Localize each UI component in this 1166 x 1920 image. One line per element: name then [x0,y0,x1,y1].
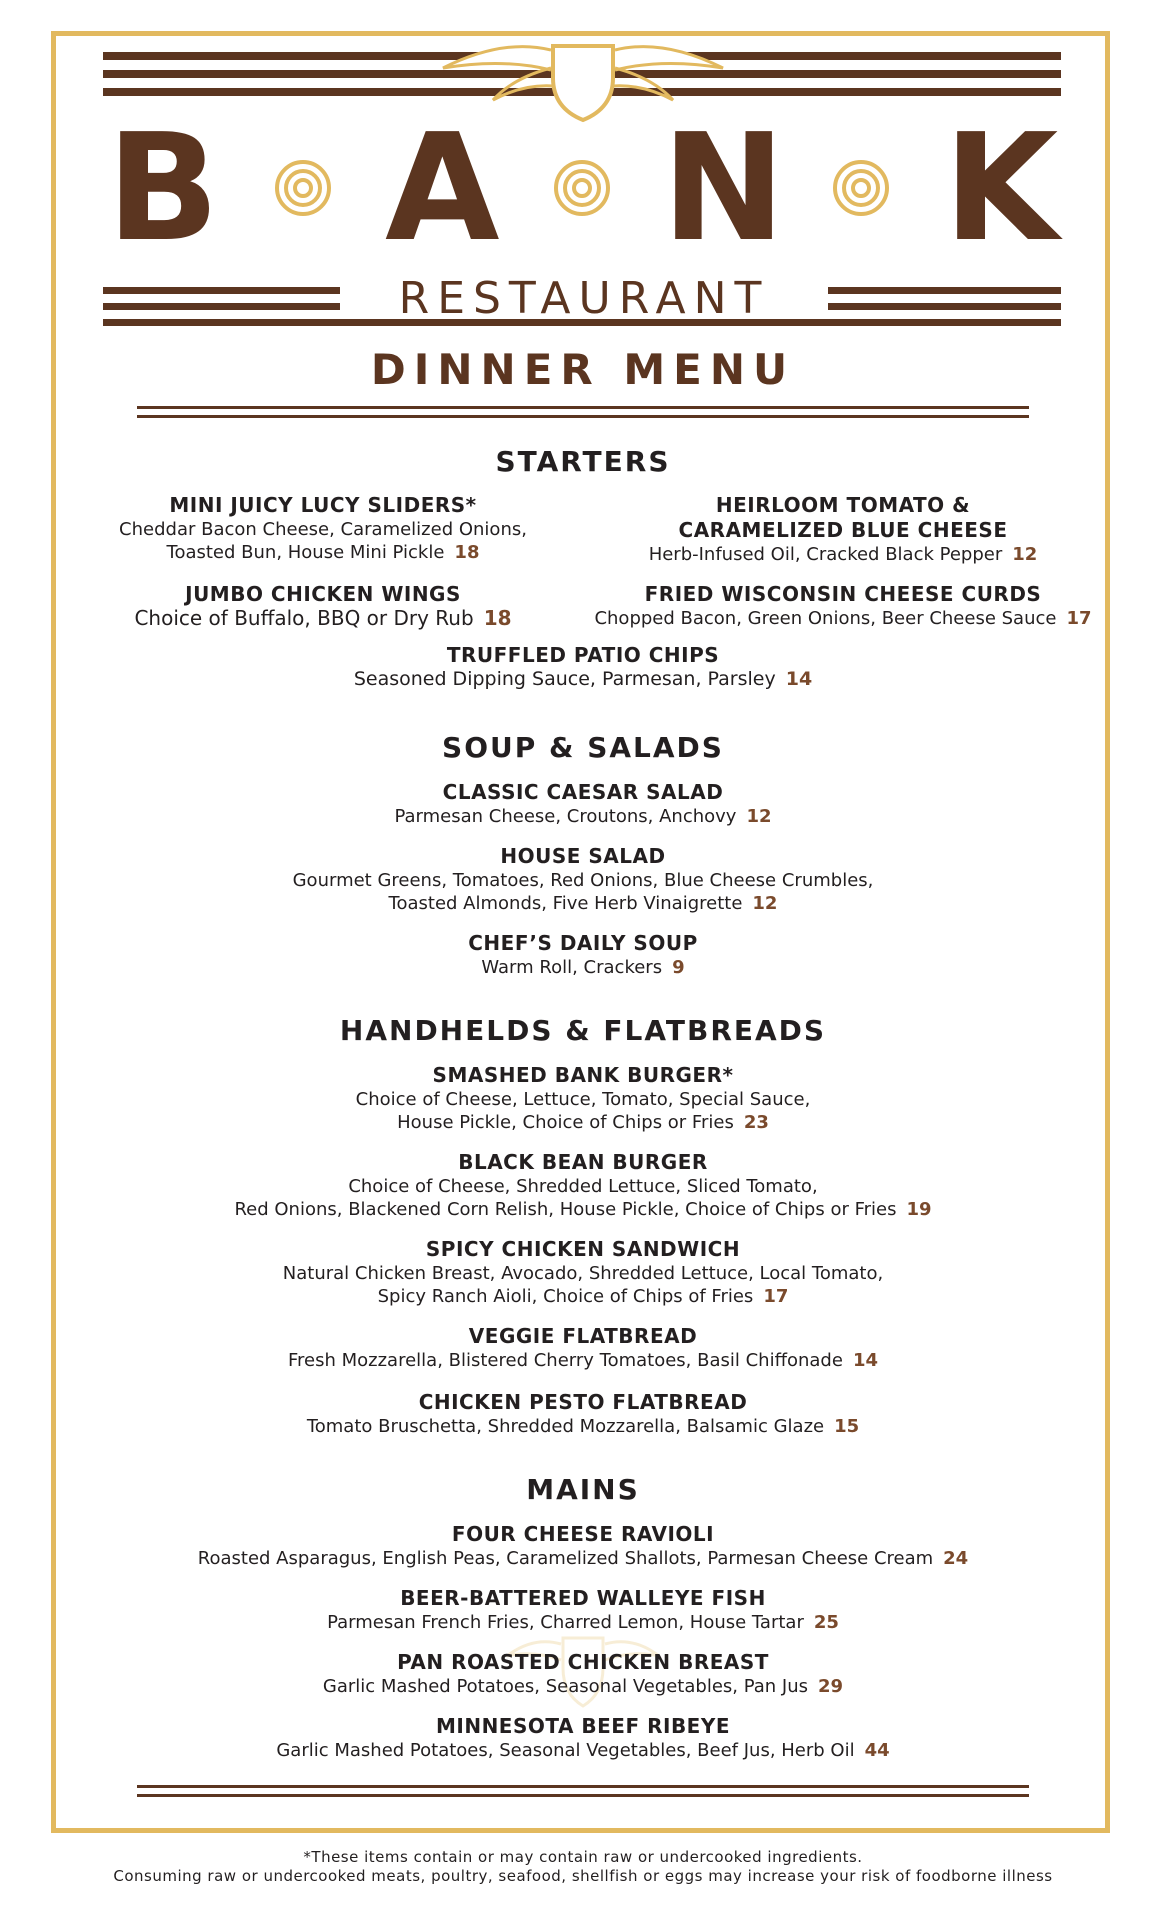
item-price: 17 [763,1286,789,1307]
item-desc: Toasted Almonds, Five Herb Vinaigrette [388,893,743,914]
item-desc: Natural Chicken Breast, Avocado, Shredded Lettuce, Local Tomato, [282,1263,884,1284]
item-price: 24 [943,1548,969,1569]
menu-item [133,1237,1033,1308]
item-desc: Spicy Ranch Aioli, Choice of Chips of Fries [377,1286,754,1307]
item-price: 15 [834,1416,860,1437]
item-desc: Choice of Cheese, Shredded Lettuce, Sliced Tomato, [348,1176,818,1197]
item-name: SMASHED BANK BURGER* [432,1063,734,1087]
bottom-rule-2 [137,1794,1029,1797]
item-price: 14 [852,1350,878,1371]
menu-item [133,780,1033,828]
item-name: HOUSE SALAD [500,844,666,868]
item-price: 25 [813,1612,839,1633]
item-name: CHICKEN PESTO FLATBREAD [418,1390,748,1414]
item-desc: Garlic Mashed Potatoes, Seasonal Vegetables, Pan Jus [322,1676,809,1697]
item-desc: Choice of Buffalo, BBQ or Dry Rub [134,606,474,630]
section-title-mains: MAINS [526,1473,640,1506]
item-price: 44 [864,1740,890,1761]
item-desc: House Pickle, Choice of Chips or Fries [397,1112,734,1133]
item-price: 14 [785,668,813,690]
logo-letter-a: A [385,102,500,274]
item-desc: Warm Roll, Crackers [481,957,663,978]
restaurant-rule-left-2 [103,303,340,310]
restaurant-rule-right-1 [828,287,1061,294]
menu-item [583,582,1103,630]
item-desc: Cheddar Bacon Cheese, Caramelized Onions, [119,519,527,540]
gold-ring-icon [553,159,611,217]
item-desc: Garlic Mashed Potatoes, Seasonal Vegetables, Beef Jus, Herb Oil [276,1740,855,1761]
item-desc: Parmesan Cheese, Croutons, Anchovy [394,806,737,827]
menu-item [83,493,563,564]
logo-letter-n: N [661,102,786,274]
item-name: TRUFFLED PATIO CHIPS [446,643,720,667]
title-rule-1 [137,406,1029,409]
menu-item [133,844,1033,915]
item-name: FOUR CHEESE RAVIOLI [451,1522,715,1546]
item-price: 23 [743,1112,769,1133]
item-name: PAN ROASTED CHICKEN BREAST [397,1650,769,1674]
gold-ring-icon [832,159,890,217]
bank-logo [103,102,1061,274]
menu-item [103,1522,1063,1570]
menu-item [133,1586,1033,1634]
section-title-soup-salads: SOUP & SALADS [442,731,724,764]
item-desc: Fresh Mozzarella, Blistered Cherry Tomatoes, Basil Chiffonade [287,1350,843,1371]
item-price: 12 [1012,544,1038,565]
item-desc: Red Onions, Blackened Corn Relish, House Pickle, Choice of Chips or Fries [234,1199,897,1220]
item-name: CARAMELIZED BLUE CHEESE [678,518,1008,542]
item-name: SPICY CHICKEN SANDWICH [425,1237,741,1261]
menu-item [133,1390,1033,1438]
item-price: 18 [483,606,512,630]
item-desc: Herb-Infused Oil, Cracked Black Pepper [648,544,1003,565]
restaurant-rule-right-2 [828,303,1061,310]
logo-letter-k: K [943,102,1059,274]
menu-item [583,493,1103,566]
title-rule-2 [137,415,1029,418]
item-name: CHEF’S DAILY SOUP [468,931,698,955]
item-price: 12 [746,806,772,827]
logo-letter-b: B [106,102,220,274]
bottom-rule-1 [137,1785,1029,1788]
item-desc: Seasoned Dipping Sauce, Parmesan, Parsley [353,668,776,690]
menu-item [133,1714,1033,1762]
item-price: 19 [906,1199,932,1220]
item-name: MINNESOTA BEEF RIBEYE [435,1714,730,1738]
item-name: MINI JUICY LUCY SLIDERS* [169,493,477,517]
item-name: JUMBO CHICKEN WINGS [185,582,461,606]
item-name: CLASSIC CAESAR SALAD [442,780,724,804]
item-desc: Chopped Bacon, Green Onions, Beer Cheese Sauce [594,608,1057,629]
disclaimer-line-1: *These items contain or may contain raw or undercooked ingredients. [303,1848,863,1866]
item-desc: Parmesan French Fries, Charred Lemon, House Tartar [327,1612,804,1633]
gold-ring-icon [274,159,332,217]
disclaimer-line-2: Consuming raw or undercooked meats, poultry, seafood, shellfish or eggs may increase your risk of foodborne illness [113,1867,1053,1885]
restaurant-subtitle: RESTAURANT [398,273,770,324]
menu-item [133,1324,1033,1372]
menu-item [83,582,563,630]
menu-item [133,1063,1033,1134]
item-desc: Tomato Bruschetta, Shredded Mozzarella, Balsamic Glaze [306,1416,825,1437]
section-title-handhelds: HANDHELDS & FLATBREADS [339,1014,827,1047]
item-name: HEIRLOOM TOMATO & [715,493,971,517]
item-desc: Gourmet Greens, Tomatoes, Red Onions, Blue Cheese Crumbles, [292,870,874,891]
item-price: 29 [818,1676,844,1697]
menu-item [133,643,1033,691]
item-name: BLACK BEAN BURGER [458,1150,708,1174]
section-title-starters: STARTERS [495,445,671,478]
menu-item [133,931,1033,979]
item-price: 12 [752,893,778,914]
item-price: 9 [672,957,685,978]
item-name: FRIED WISCONSIN CHEESE CURDS [644,582,1042,606]
item-desc: Roasted Asparagus, English Peas, Caramelized Shallots, Parmesan Cheese Cream [197,1548,934,1569]
item-name: BEER-BATTERED WALLEYE FISH [400,1586,766,1610]
menu-item [103,1150,1063,1221]
restaurant-rule-left-1 [103,287,340,294]
item-name: VEGGIE FLATBREAD [468,1324,698,1348]
item-desc: Toasted Bun, House Mini Pickle [166,542,445,563]
menu-item [133,1650,1033,1698]
menu-title: DINNER MENU [370,345,796,394]
item-price: 17 [1066,608,1092,629]
item-price: 18 [454,542,480,563]
item-desc: Choice of Cheese, Lettuce, Tomato, Special Sauce, [355,1089,811,1110]
